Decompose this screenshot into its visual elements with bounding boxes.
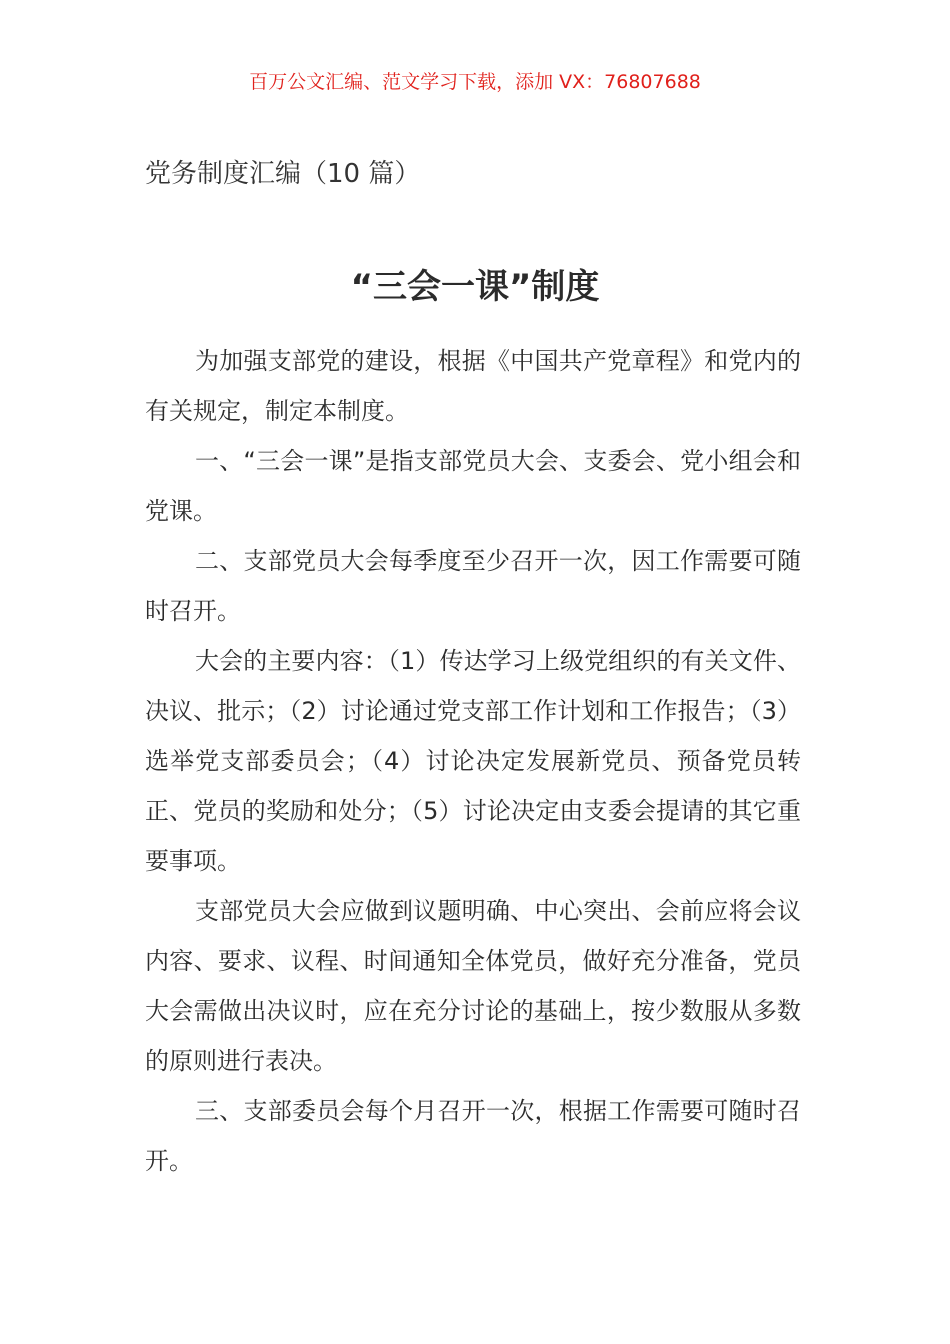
paragraph-meeting-content: 大会的主要内容：（1）传达学习上级党组织的有关文件、决议、批示；（2）讨论通过党支部工作计划和工作报告；（3）选举党支部委员会；（4）讨论决定发展新党员、预备党员转正、党员的奖励和处分；（5）讨论决定由支委会提请的其它重要事项。	[145, 647, 801, 875]
paragraph-article-3: 三、支部委员会每个月召开一次，根据工作需要可随时召开。	[145, 1097, 801, 1175]
paragraph-intro: 为加强支部党的建设，根据《中国共产党章程》和党内的有关规定，制定本制度。	[145, 347, 801, 425]
document-body	[145, 336, 801, 1186]
paragraph-article-1: 一、“三会一课”是指支部党员大会、支委会、党小组会和党课。	[145, 447, 801, 525]
collection-title: 党务制度汇编（10 篇）	[145, 159, 421, 189]
paragraph-article-2: 二、支部党员大会每季度至少召开一次，因工作需要可随时召开。	[145, 547, 801, 625]
header-contact-note: 百万公文汇编、范文学习下载，添加 VX：76807688	[249, 71, 701, 93]
paragraph-meeting-requirements: 支部党员大会应做到议题明确、中心突出、会前应将会议内容、要求、议程、时间通知全体党员，做好充分准备，党员大会需做出决议时，应在充分讨论的基础上，按少数服从多数的原则进行表决。	[145, 897, 801, 1075]
document-heading: “三会一课”制度	[350, 267, 600, 307]
